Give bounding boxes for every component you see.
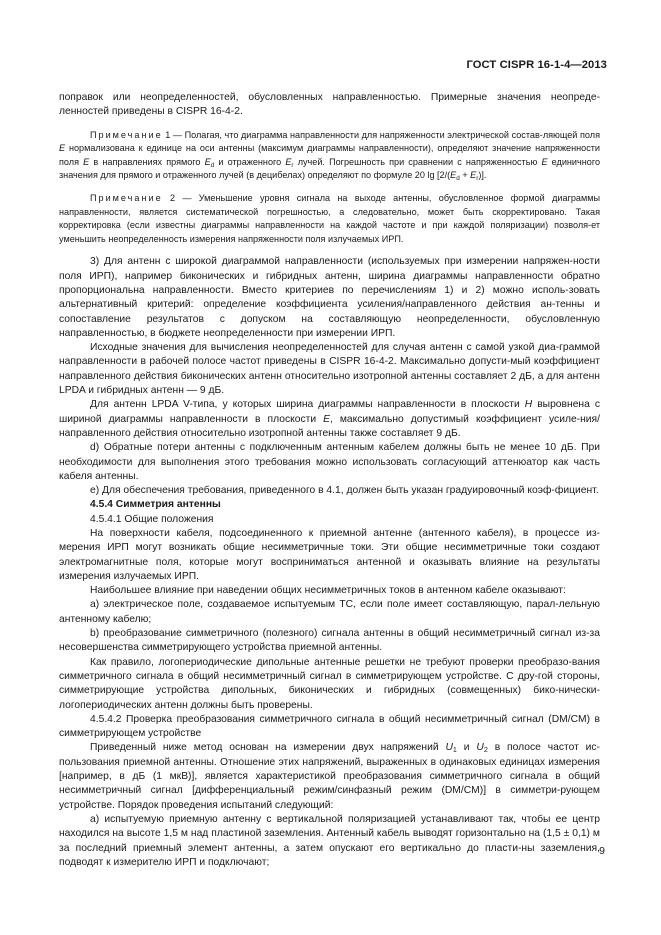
note-label: Примечание: [90, 129, 163, 140]
document-header: ГОСТ CISPR 16-1-4—2013: [466, 59, 607, 71]
paragraph: d) Обратные потери антенны с подключенным антенным кабелем должны быть не менее 10 дБ. При необходимости для выполнения этого требования можно использовать согласующий аттенюатор как часть кабеля антенны.: [59, 442, 600, 482]
paragraph: Исходные значения для вычисления неопределенностей для случая антенн с самой узкой диа-граммой направленности в рабочей полосе частот приведены в CISPR 16-4-2. Максимально допусти-мый коэффициент направленного действия биконических антенн относительно изотропной антенны составляет 2 дБ, а для антенн LPDA и гибридных антенн — 9 дБ.: [59, 342, 600, 397]
section-heading: 4.5.4 Симметрия антенны: [90, 499, 221, 511]
note-1: Примечание 1 — Полагая, что диаграмма направленности для напряженности электрической состав-ляющей поля E нормализована к единице на оси антенны (максимум диаграммы направленности), определяют значение напряженности поля E в направлениях прямого $E_d$ и отраженного $E_r$ лучей. Погрешность при сравнении с напряженностью E единичного значения для прямого и отраженного лучей (в децибелах) определяют по формуле 20 $\lg [2/(E_d + E_r)]$.: [59, 129, 600, 183]
document-body: [59, 91, 600, 870]
subsection-heading: 4.5.4.1 Общие положения: [90, 513, 214, 525]
note-2: Примечание 2 — Уменьшение уровня сигнала на выходе антенны, обусловленное формой диаграммы направленности, является систематической погрешностью, а следовательно, может быть скорректировано. Такая корректировка (если известны диаграммы направленности на каждой частоте и при каждой поляризации) позволя-ет уменьшить неопределенность измерения напряженности поля излучаемых ИРП.: [59, 192, 600, 244]
subsection-heading: 4.5.4.2 Проверка преобразования симметричного сигнала в общий несимметричный сигнал (DM/CM) в симметрирующем устройстве: [59, 713, 600, 740]
paragraph: 3) Для антенн с широкой диаграммой направленности (используемых при измерении напряжен-ности поля ИРП), например биконических и гибридных антенн, ширина диаграммы направленности обратно пропорциональна направленности. Вместо критериев по перечислениям 1) и 2) можно исполь-зовать альтернативный критерий: определение коэффициента усиления/направленного действия ан-тенны и сопоставление результатов с допуском на составляющую неопределенности, обусловленную направленностью, в бюджете неопределенности при измерении ИРП.: [59, 256, 600, 339]
paragraph: поправок или неопределенностей, обусловленных направленностью. Примерные значения неопреде-ленностей приведены в CISPR 16-4-2.: [59, 92, 600, 118]
list-item: b) преобразование симметричного (полезного) сигнала антенны в общий несимметричный сигнал из-за несовершенства симметрирующего устройства приемной антенны.: [59, 628, 600, 654]
paragraph: Как правило, логопериодические дипольные антенные решетки не требуют проверки преобразо-вания симметричного сигнала в общий несимметричный сигнал в симметрирующем устройстве. С дру-гой стороны, симметрирующие устройства дипольных, биконических и гибридных (совмещенных) бико-нически-логопериодических антенн должны быть проверены.: [59, 656, 600, 711]
page-number: 9: [599, 845, 605, 857]
list-item: a) испытуемую приемную антенну с вертикальной поляризацией устанавливают так, чтобы ее центр находился на высоте 1,5 м над пластиной заземления. Антенный кабель выводят горизонтально на (1,5 ± 0,1) м за последний приемный элемент антенны, а затем опускают его вертикально до пласти-ны заземления, подводят к измерителю ИРП и подключают;: [59, 813, 600, 868]
paragraph: Наибольшее влияние при наведении общих несимметричных токов в антенном кабеле оказывают:: [90, 585, 566, 597]
paragraph: e) Для обеспечения требования, приведенного в 4.1, должен быть указан градуировочный коэф-фициент.: [90, 485, 599, 497]
note-label: Примечание: [90, 192, 163, 203]
list-item: a) электрическое поле, создаваемое испытуемым ТС, если поле имеет составляющую, парал-лельную антенному кабелю;: [59, 599, 600, 625]
paragraph: Приведенный ниже метод основан на измерении двух напряжений $U_1$ и $U_2$ в полосе частот ис-пользования приемной антенны. Отношение этих напряжений, выраженных в одинаковых единицах измерения [например, в дБ (1 мкВ)], является характеристикой преобразования симметричного сигнала в общий несимметричный сигнал [дифференциальный режим/синфазный режим (DM/CM)] в симметри-рующем устройстве. Порядок проведения испытаний следующий:: [59, 742, 600, 811]
paragraph: Для антенн LPDA V-типа, у которых ширина диаграммы направленности в плоскости H выровнена с шириной диаграммы направленности в плоскости E, максимально допустимый коэффициент усиле-ния/направленного действия относительно изотропной антенны также составляет 9 дБ.: [59, 399, 600, 439]
paragraph: На поверхности кабеля, подсоединенного к приемной антенне (антенного кабеля), в процессе из-мерения ИРП могут возникать общие несимметричные токи. Эти общие несимметричные токи создают электромагнитные поля, которые могут восприниматься антенной и оказывать влияние на результаты измерения излучаемых ИРП.: [59, 527, 600, 582]
